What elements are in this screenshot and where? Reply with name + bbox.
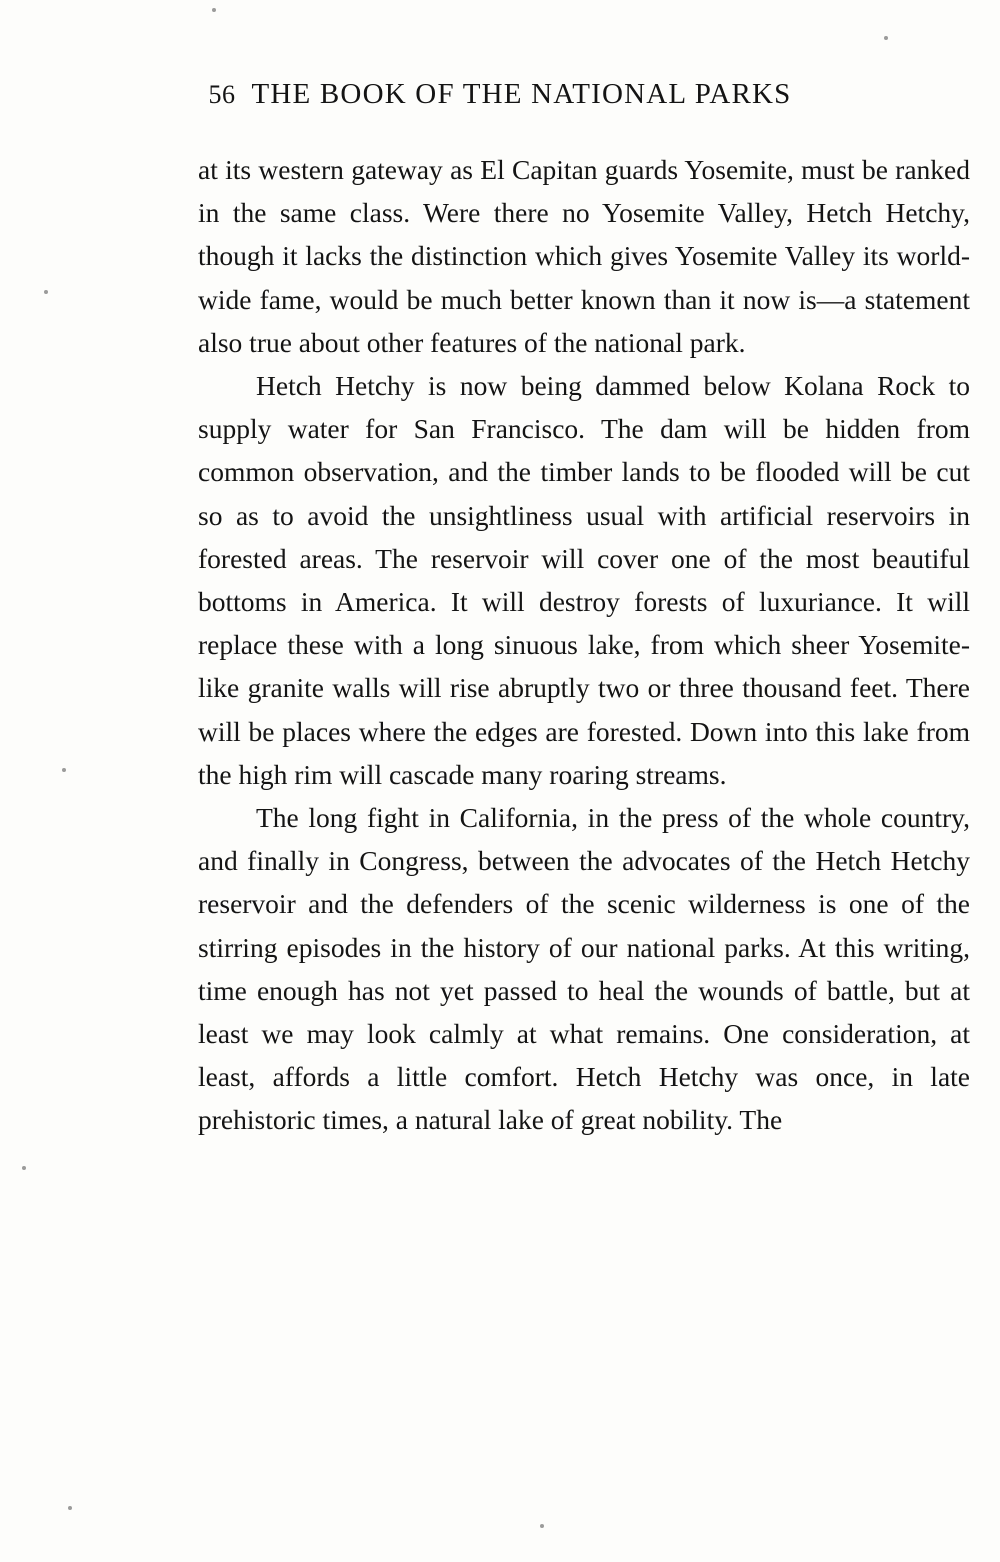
- body-text-column: [198, 148, 970, 1142]
- scan-speckle: [22, 1166, 26, 1170]
- scan-speckle: [884, 36, 888, 40]
- scan-speckle: [540, 1524, 544, 1528]
- page-header: [0, 78, 1000, 111]
- paragraph: Hetch Hetchy is now being dammed below Kolana Rock to supply water for San Francisco. The dam will be hidden from common observation, and the timber lands to be flooded will be cut so as to avoid the unsightliness usual with artificial reservoirs in forested areas. The reservoir will cover one of the most beautiful bottoms in America. It will destroy forests of luxuriance. It will replace these with a long sinuous lake, from which sheer Yosemite-like granite walls will rise abruptly two or three thousand feet. There will be places where the edges are forested. Down into this lake from the high rim will cascade many roaring streams.: [198, 370, 970, 790]
- paragraph: at its western gateway as El Capitan guards Yosemite, must be ranked in the same class. Were there no Yosemite Valley, Hetch Hetchy, though it lacks the distinction which gives Yosemite Valley its world-wide fame, would be much better known than it now is—a statement also true about other features of the national park.: [198, 154, 970, 358]
- page-number: 56: [208, 80, 236, 109]
- scan-speckle: [68, 1506, 72, 1510]
- running-head: THE BOOK OF THE NATIONAL PARKS: [251, 78, 792, 110]
- scan-speckle: [62, 768, 66, 772]
- scan-speckle: [44, 290, 48, 294]
- paragraph: The long fight in California, in the press of the whole country, and finally in Congress, between the advocates of the Hetch Hetchy reservoir and the defenders of the scenic wilderness is one of the stirring episodes in the history of our national parks. At this writing, time enough has not yet passed to heal the wounds of battle, but at least we may look calmly at what remains. One consideration, at least, affords a little comfort. Hetch Hetchy was once, in late prehistoric times, a natural lake of great nobility. The: [198, 802, 970, 1136]
- scan-speckle: [212, 8, 216, 12]
